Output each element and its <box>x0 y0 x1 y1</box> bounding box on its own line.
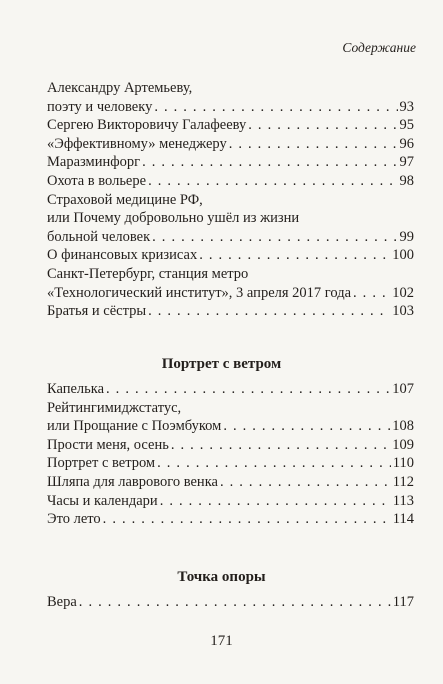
toc-entry-title: Братья и сёстры <box>47 303 147 320</box>
dot-leader <box>152 228 397 247</box>
toc-entry <box>47 191 414 247</box>
toc-entry <box>47 399 414 436</box>
toc-entry-line <box>47 191 414 210</box>
toc-entry-title: Это лето <box>47 511 101 528</box>
toc-entry-line <box>47 399 414 418</box>
toc-page-number: 109 <box>392 436 414 453</box>
toc-entry <box>47 172 414 191</box>
toc-entry <box>47 302 414 321</box>
toc-entry-title: Портрет с ветром <box>47 455 156 472</box>
toc-page-number: 103 <box>392 303 414 320</box>
toc-entry-title: О финансовых кризисах <box>47 247 198 264</box>
toc-entry-title: Капелька <box>47 381 105 397</box>
toc-entry-title: Часы и календари <box>47 492 158 509</box>
toc-section-3 <box>47 593 414 612</box>
dot-leader <box>148 302 390 321</box>
toc-entry-title: Александру Артемьеву, <box>47 80 193 96</box>
dot-leader <box>353 284 390 303</box>
toc-page-number: 96 <box>399 135 414 152</box>
toc-entry-line <box>47 246 414 265</box>
toc-entry-title: или Почему добровольно ушёл из жизни <box>47 210 300 227</box>
toc-entry <box>47 436 414 455</box>
dot-leader <box>103 510 391 529</box>
toc-entry <box>47 246 414 265</box>
toc-entry <box>47 593 414 612</box>
toc-entry-line <box>47 473 414 492</box>
toc-page-number: 112 <box>392 473 414 490</box>
section-title-tochka-opory: Точка опоры <box>177 569 266 585</box>
toc-entry-title: Страховой медицине РФ, <box>47 191 203 208</box>
toc-entry-line <box>47 98 414 117</box>
toc-page-number: 100 <box>392 247 414 264</box>
dot-leader <box>248 116 397 135</box>
toc-entry <box>47 380 414 399</box>
dot-leader <box>157 454 391 473</box>
toc-entry-line <box>47 593 414 612</box>
dot-leader <box>106 380 390 399</box>
toc-section-1 <box>47 79 414 321</box>
toc-section-2 <box>47 380 414 529</box>
toc-entry-title: Сергею Викторовичу Галафееву <box>47 117 247 134</box>
dot-leader <box>229 135 398 154</box>
toc-entry-line <box>47 265 414 284</box>
toc-page-number: 97 <box>399 154 414 171</box>
toc-entry <box>47 492 414 511</box>
toc-entry-line <box>47 153 414 172</box>
toc-page-number: 110 <box>392 455 414 472</box>
toc-entry-title: или Прощание с Поэмбуком <box>47 418 222 435</box>
toc-entry-line <box>47 209 414 228</box>
toc-entry-title: Вера <box>47 594 77 610</box>
toc-entry-line <box>47 116 414 135</box>
toc-entry-title: Охота в вольере <box>47 172 147 189</box>
page-number: 171 <box>210 633 233 649</box>
toc-entry-title: Рейтингимиджстатус, <box>47 399 182 416</box>
dot-leader <box>154 98 397 117</box>
toc-entry-title: Санкт-Петербург, станция метро <box>47 265 249 282</box>
toc-entry-title: поэту и человеку <box>47 98 153 115</box>
toc-page-number: 108 <box>392 418 414 435</box>
toc-entry-line <box>47 284 414 303</box>
dot-leader <box>223 417 390 436</box>
toc-entry-title: «Эффективному» менеджеру <box>47 135 227 152</box>
toc-page-number: 93 <box>399 98 414 115</box>
dot-leader <box>148 172 397 191</box>
dot-leader <box>79 593 391 612</box>
toc-page-number: 107 <box>392 381 414 397</box>
toc-page-number: 102 <box>392 284 414 301</box>
toc-page-number: 114 <box>392 511 414 528</box>
toc-entry-line <box>47 492 414 511</box>
toc-entry-title: «Технологический институт», 3 апреля 2017 года <box>47 284 352 301</box>
dot-leader <box>142 153 397 172</box>
toc-entry-line <box>47 172 414 191</box>
toc-entry <box>47 153 414 172</box>
toc-entry <box>47 116 414 135</box>
dot-leader <box>171 436 390 455</box>
toc-entry-line <box>47 510 414 529</box>
toc-entry <box>47 265 414 302</box>
running-header: Содержание <box>342 40 416 55</box>
toc-entry-line <box>47 79 414 98</box>
toc-page-number: 95 <box>399 117 414 134</box>
toc-page-number: 117 <box>392 594 414 610</box>
toc-entry-line <box>47 417 414 436</box>
toc-entry <box>47 135 414 154</box>
toc-entry-title: Шляпа для лаврового венка <box>47 473 218 490</box>
dot-leader <box>160 492 391 511</box>
toc-entry-line <box>47 228 414 247</box>
toc-entry <box>47 454 414 473</box>
dot-leader <box>220 473 391 492</box>
toc-entry-title: Прости меня, осень <box>47 436 169 453</box>
toc-page-number: 113 <box>392 492 414 509</box>
toc-entry-line <box>47 436 414 455</box>
toc-entry-line <box>47 135 414 154</box>
toc-entry-title: больной человек <box>47 228 151 245</box>
toc-entry <box>47 473 414 492</box>
toc-entry-line <box>47 302 414 321</box>
toc-page-number: 98 <box>399 172 414 189</box>
toc-entry <box>47 79 414 116</box>
toc-page-number: 99 <box>399 228 414 245</box>
toc-entry-line <box>47 454 414 473</box>
toc-entry-title: Маразминфорг <box>47 154 141 171</box>
section-title-portret-s-vetrom: Портрет с ветром <box>161 356 282 372</box>
dot-leader <box>199 246 390 265</box>
toc-entry-line <box>47 380 414 399</box>
toc-entry <box>47 510 414 529</box>
